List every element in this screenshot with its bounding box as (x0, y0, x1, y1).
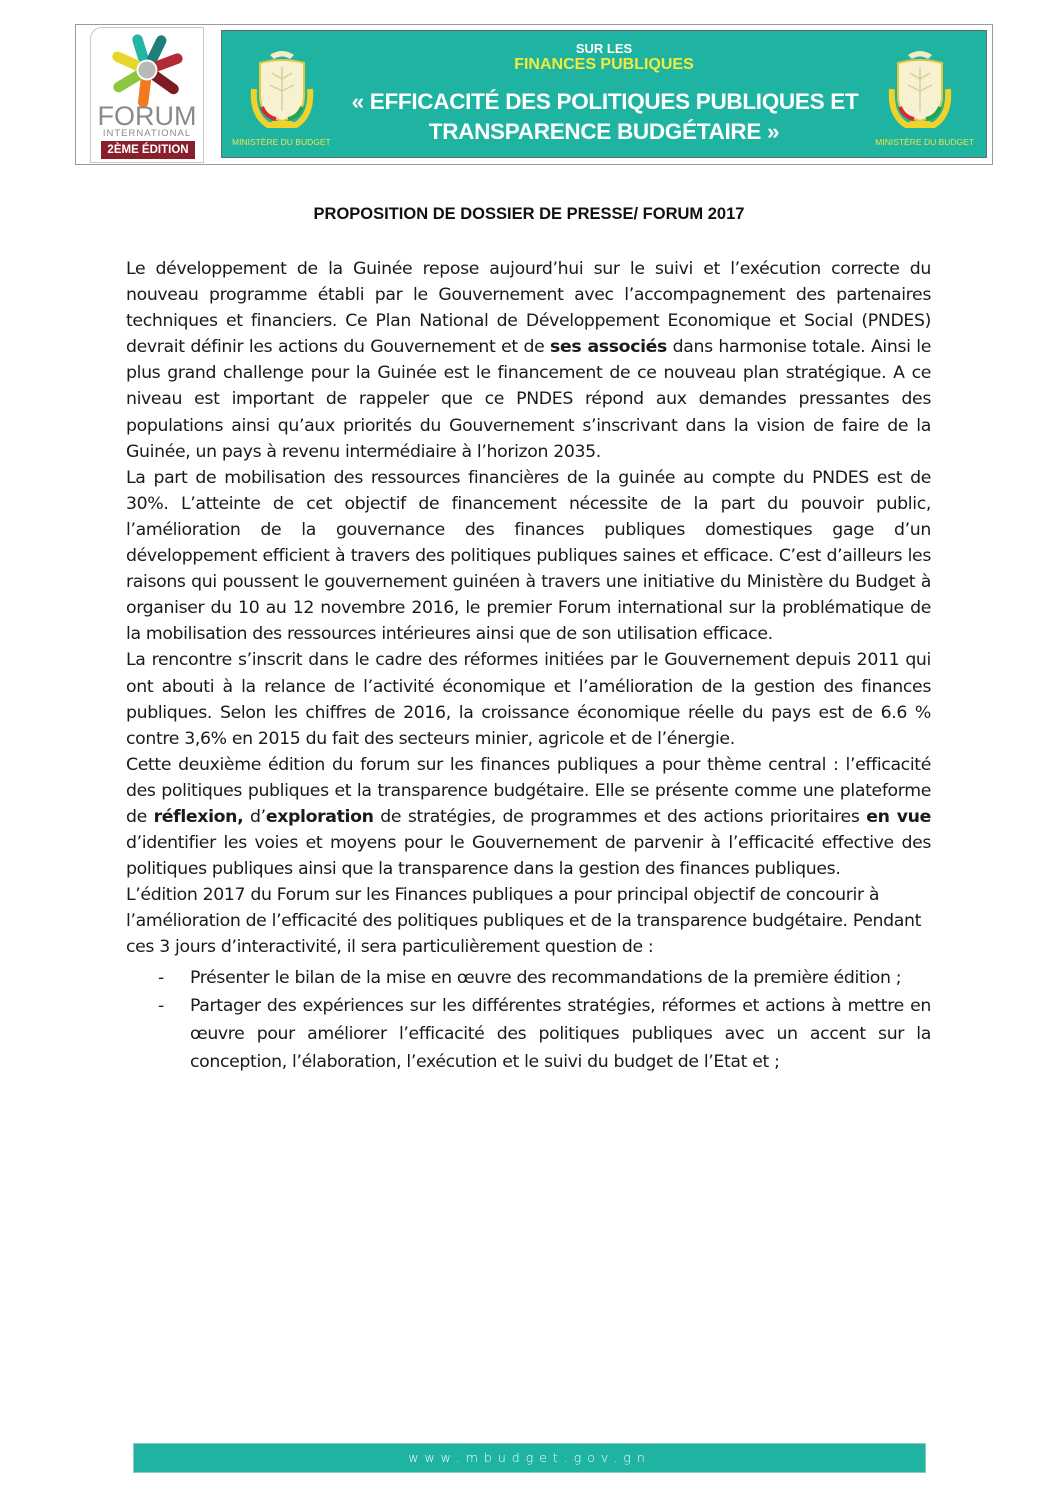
list-item (126, 964, 931, 992)
paragraph-text: d’identifier les voies et moyens pour le Gouvernement de parvenir à l’efficacité effective des politiques publiques ainsi que la transparence dans la gestion des finances publiques. (126, 833, 931, 880)
document-title: PROPOSITION DE DOSSIER DE PRESSE/ FORUM 2017 (313, 205, 745, 223)
bullet-dash: - (158, 967, 164, 988)
paragraph-text: Cette deuxième édition du forum sur les finances publiques a pour thème central : l’efficacité des politiques publiques et la transparence budgétaire. Elle se présente comme une plateforme de (126, 754, 931, 827)
paragraph-text: Le développement de la Guinée repose aujourd’hui sur le suivi et l’exécution correcte du nouveau programme établi par le Gouvernement avec l’accompagnement des partenaires techniques et financiers. Ce Plan National de Développement Economique et Social (PNDES) devrait définir les actions du Gouvernement et de (126, 259, 931, 358)
logo-forum-text: FORUM (97, 101, 197, 131)
list-item-text: Partager des expériences sur les différentes stratégies, réformes et actions à mettre en œuvre pour améliorer l’efficacité des politiques publiques avec un accent sur la conception, l’élaboration, l’exécution et le suivi du budget de l’Etat et ; (190, 995, 931, 1073)
bold-phrase: ses associés (550, 337, 667, 358)
header-banner-frame (75, 24, 993, 165)
footer-url-link[interactable]: www.mbudget.gov.gn (408, 1450, 651, 1465)
forum-theme-banner (221, 30, 987, 158)
forum-star-icon (109, 32, 185, 108)
paragraph-pndes-intro (126, 256, 931, 465)
logo-edition-badge: 2ÈME ÉDITION (101, 141, 195, 159)
forum-logo (90, 27, 204, 163)
ministry-label-right: MINISTÈRE DU BUDGET (875, 137, 974, 147)
paragraph-text: d’ (243, 806, 266, 827)
document-body (126, 256, 931, 1077)
paragraph-second-edition-theme (126, 752, 931, 882)
logo-international-text: INTERNATIONAL (102, 128, 192, 139)
paragraph-resource-mobilisation: La part de mobilisation des ressources financières de la guinée au compte du PNDES est de 30%. L’atteinte de cet objectif de financement nécessite de la part du pouvoir public, l’amélioration de la gouvernance des finances publiques domestiques gage d’un développement efficient à travers des politiques publiques saines et efficace. C’est d’ailleurs les raisons qui poussent le gouvernement guinéen à travers une initiative du Ministère du Budget à organiser du 10 au 12 novembre 2016, le premier Forum international sur la problématique de la mobilisation des ressources intérieures ainsi que de son utilisation efficace. (126, 467, 931, 645)
footer-website-bar (133, 1443, 926, 1473)
guinea-coat-of-arms-icon (884, 45, 956, 135)
banner-theme-title-line2: TRANSPARENCE BUDGÉTAIRE » (428, 119, 780, 144)
bold-phrase: en vue (866, 806, 932, 827)
paragraph-text: de stratégies, de programmes et des actions prioritaires (373, 806, 867, 827)
paragraph-reforms: La rencontre s’inscrit dans le cadre des réformes initiées par le Gouvernement depuis 2011 qui ont abouti à la relance de l’activité économique et l’amélioration de la gestion des finances publiques. Selon les chiffres de 2016, la croissance économique réelle du pays est de 6.6 % contre 3,6% en 2015 du fait des secteurs minier, agricole et de l’énergie. (126, 650, 931, 749)
bold-phrase: exploration (265, 806, 374, 827)
list-item (126, 992, 931, 1077)
objectives-list (126, 964, 931, 1077)
paragraph-text: dans harmonise totale. Ainsi le plus grand challenge pour la Guinée est le financement de ce nouveau plan stratégique. A ce niveau est important de rappeler que ce PNDES répond aux demandes pressantes des populations ainsi qu’aux priorités du Gouvernement s’inscrivant dans la vision de faire de la Guinée, un pays à revenu intermédiaire à l’horizon 2035. (126, 337, 931, 462)
bold-phrase: réflexion, (153, 806, 244, 827)
paragraph-2017-objectives: L’édition 2017 du Forum sur les Finances publiques a pour principal objectif de concourir à l’amélioration de l’efficacité des politiques publiques et de la transparence budgétaire. Pendant ces 3 jours d’interactivité, il sera particulièrement question de : (126, 885, 922, 958)
banner-line-sur-les: SUR LES (575, 41, 633, 56)
banner-line-finances-publiques: FINANCES PUBLIQUES (514, 56, 694, 73)
list-item-text: Présenter le bilan de la mise en œuvre des recommandations de la première édition ; (190, 967, 902, 988)
bullet-dash: - (158, 995, 164, 1016)
ministry-label-left: MINISTÈRE DU BUDGET (232, 137, 331, 147)
banner-theme-title-line1: « EFFICACITÉ DES POLITIQUES PUBLIQUES ET (351, 89, 859, 114)
